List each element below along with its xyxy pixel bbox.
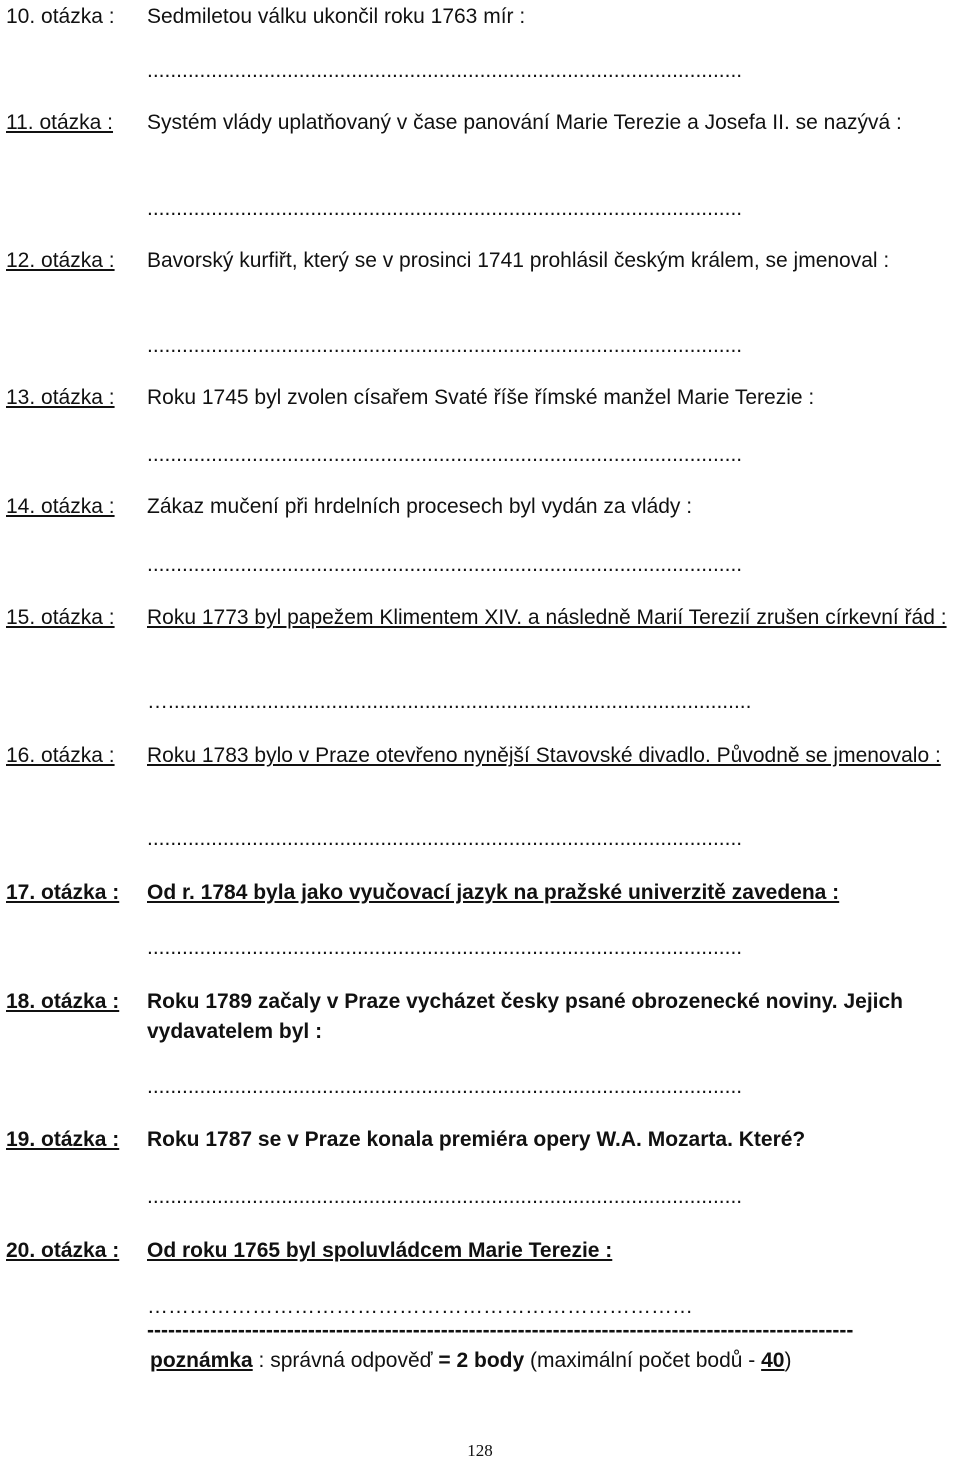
question-number: 15. otázka :	[6, 606, 115, 629]
question-text: Od r. 1784 byla jako vyučovací jazyk na pražské univerzitě zavedena :	[147, 881, 840, 904]
note-colon: :	[252, 1349, 271, 1372]
answer-line[interactable]: ......................................................................................................	[147, 444, 743, 466]
question-text: Bavorský kurfiřt, který se v prosinci 1741 prohlásil českým králem, se jmenoval :	[147, 249, 890, 272]
question-10	[6, 2, 956, 32]
question-17	[6, 878, 956, 908]
question-number: 12. otázka :	[6, 249, 115, 272]
question-text: Od roku 1765 byl spoluvládcem Marie Terezie :	[147, 1239, 613, 1262]
question-number: 18. otázka :	[6, 990, 120, 1013]
answer-line[interactable]: …....................................................................................................	[147, 691, 752, 713]
question-number: 13. otázka :	[6, 386, 115, 409]
note-close: )	[784, 1349, 792, 1372]
note-text-max: (maximální počet bodů -	[524, 1349, 762, 1372]
answer-line[interactable]: ......................................................................................................	[147, 1076, 743, 1098]
answer-line[interactable]: ......................................................................................................	[147, 198, 743, 220]
scoring-note	[150, 1346, 791, 1376]
question-12	[6, 246, 956, 276]
note-label: poznámka	[150, 1349, 253, 1372]
question-15	[6, 603, 956, 633]
answer-line[interactable]: ......................................................................................................	[147, 335, 743, 357]
answer-line[interactable]: ......................................................................................................	[147, 60, 743, 82]
question-text: Roku 1789 začaly v Praze vycházet česky psané obrozenecké noviny. Jejich vydavatelem byl :	[147, 990, 903, 1043]
question-number: 14. otázka :	[6, 495, 115, 518]
question-number: 19. otázka :	[6, 1128, 120, 1151]
question-number: 20. otázka :	[6, 1239, 120, 1262]
question-text: Roku 1783 bylo v Praze otevřeno nynější Stavovské divadlo. Původně se jmenovalo :	[147, 744, 941, 767]
separator-line: -----------------------------------------------------------------------------------------------------	[147, 1320, 854, 1342]
question-text: Roku 1773 byl papežem Klimentem XIV. a následně Marií Terezií zrušen církevní řád :	[147, 606, 947, 629]
question-number: 10. otázka :	[6, 5, 115, 28]
question-16	[6, 741, 956, 771]
question-text: Roku 1745 byl zvolen císařem Svaté říše římské manžel Marie Terezie :	[147, 386, 815, 409]
question-number: 16. otázka :	[6, 744, 115, 767]
answer-line[interactable]: ……………………………………………………………………	[147, 1296, 693, 1318]
question-text: Systém vlády uplatňovaný v čase panování Marie Terezie a Josefa II. se nazývá :	[147, 111, 902, 134]
question-number: 11. otázka :	[6, 111, 114, 134]
note-text: správná odpověď	[270, 1349, 439, 1372]
answer-line[interactable]: ......................................................................................................	[147, 937, 743, 959]
question-number: 17. otázka :	[6, 881, 120, 904]
note-points: = 2 body	[438, 1349, 525, 1372]
page-number: 128	[467, 1441, 493, 1460]
question-text: Roku 1787 se v Praze konala premiéra opery W.A. Mozarta. Které?	[147, 1128, 806, 1151]
question-11	[6, 108, 956, 138]
question-text: Zákaz mučení při hrdelních procesech byl vydán za vlády :	[147, 495, 693, 518]
note-max-points: 40	[761, 1349, 785, 1372]
question-13	[6, 383, 956, 413]
question-20	[6, 1236, 956, 1266]
question-18	[6, 987, 956, 1047]
question-19	[6, 1125, 956, 1155]
answer-line[interactable]: ......................................................................................................	[147, 554, 743, 576]
question-14	[6, 492, 956, 522]
answer-line[interactable]: ......................................................................................................	[147, 1186, 743, 1208]
question-text: Sedmiletou válku ukončil roku 1763 mír :	[147, 5, 526, 28]
answer-line[interactable]: ......................................................................................................	[147, 828, 743, 850]
